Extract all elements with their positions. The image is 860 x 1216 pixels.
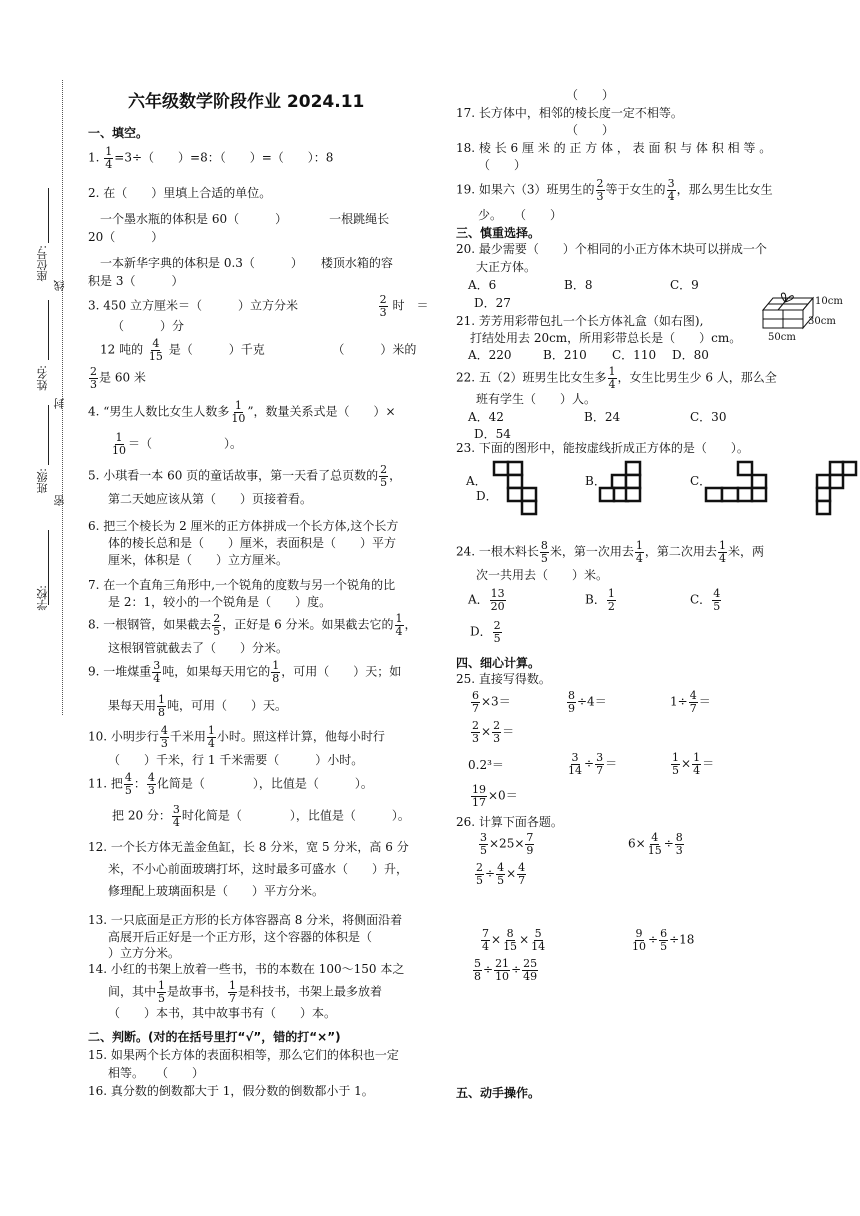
net-figure-b bbox=[598, 460, 644, 504]
calc-6: $\frac{3}{14}$ ÷ $\frac{3}{7}$ ＝ bbox=[568, 751, 618, 777]
q23-option-b: B． bbox=[585, 474, 606, 488]
name-label: 姓名: bbox=[36, 365, 49, 391]
q11-line1: 11. 把 $\frac{4}{5}$ ： $\frac{4}{3}$ 化简是（ ），比值是（ ）。 bbox=[88, 771, 373, 797]
q12-line1: 12. 一个长方体无盖金鱼缸，长 8 分米，宽 5 分米，高 6 分 bbox=[88, 840, 409, 854]
q10-line2: （ ）千米，行 1 千米需要（ ）小时。 bbox=[108, 753, 364, 767]
q15-line2: 相等。 （ ） bbox=[108, 1066, 205, 1080]
q15-line1: 15. 如果两个长方体的表面积相等，那么它们的体积也一定 bbox=[88, 1048, 399, 1062]
q23: 23. 下面的图形中，能按虚线折成正方体的是（ ）。 bbox=[456, 441, 749, 455]
box-length-label: 50cm bbox=[768, 332, 796, 343]
q21-option-a: A．220 bbox=[468, 348, 512, 362]
q1: 1. $\frac{1}{4}$ =3÷（ ）=8：（ ）=（ ）：8 bbox=[88, 145, 334, 171]
q21-option-d: D．80 bbox=[672, 348, 709, 362]
q11-line2: 把 20 分： $\frac{3}{4}$ 时化简是（ ），比值是（ ）。 bbox=[112, 803, 410, 829]
q21-option-b: B．210 bbox=[543, 348, 587, 362]
q6-line3: 厘米，体积是（ ）立方厘米。 bbox=[108, 553, 289, 567]
binding-line-char: 线 bbox=[53, 280, 66, 291]
calc-7: $\frac{1}{5}$ × $\frac{1}{4}$ ＝ bbox=[672, 751, 715, 777]
q19-line2: 少。 （ ） bbox=[478, 208, 563, 222]
q22-option-c: C．30 bbox=[690, 410, 727, 424]
binding-dense-char: 密 bbox=[53, 495, 66, 506]
binding-seal-char: 封 bbox=[53, 398, 66, 409]
seat-label: 座位号: bbox=[36, 245, 49, 282]
calc-5: 0.2³＝ bbox=[468, 758, 504, 772]
expr-2: 6× $\frac{4}{15}$ ÷ $\frac{8}{3}$ bbox=[628, 831, 683, 857]
q25: 25. 直接写得数。 bbox=[456, 672, 551, 686]
q24-line2: 次一共用去（ ）米。 bbox=[476, 568, 609, 582]
section-hands-on-title: 五、动手操作。 bbox=[456, 1086, 541, 1100]
q18-paren: （ ） bbox=[478, 158, 527, 172]
q4-line1: 4. “男生人数比女生人数多 $\frac{1}{10}$ ”，数量关系式是（ ）× bbox=[88, 399, 396, 425]
q9-line1: 9. 一堆煤重 $\frac{3}{4}$ 吨，如果每天用它的 $\frac{1}{8}$ ，可用（ ）天；如 bbox=[88, 659, 402, 685]
q16-paren: （ ） bbox=[566, 88, 615, 102]
q17: 17. 长方体中，相邻的棱长度一定不相等。 bbox=[456, 106, 683, 120]
q24-option-d: D． $\frac{2}{5}$ bbox=[470, 619, 501, 645]
school-label: 学校: bbox=[36, 585, 49, 611]
q17-paren: （ ） bbox=[566, 123, 615, 137]
page-title: 六年级数学阶段作业 2024.11 bbox=[128, 92, 365, 112]
q2-line1: 一个墨水瓶的体积是 60（ ） 一根跳绳长 bbox=[100, 212, 390, 226]
q20-line1: 20. 最少需要（ ）个相同的小正方体木块可以拼成一个 bbox=[456, 242, 767, 256]
binding-underline bbox=[48, 300, 49, 360]
q9-line2: 果每天用 $\frac{1}{8}$ 吨，可用（ ）天。 bbox=[108, 693, 288, 719]
q5-line1: 5. 小琪看一本 60 页的童话故事，第一天看了总页数的 $\frac{2}{5}$ ， bbox=[88, 463, 402, 489]
q8-line2: 这根钢管就截去了（ ）分米。 bbox=[108, 641, 289, 655]
expr-5: $\frac{9}{10}$ ÷ $\frac{6}{5}$ ÷18 bbox=[632, 927, 695, 953]
q22-option-a: A．42 bbox=[468, 410, 504, 424]
q12-line2: 米，不小心前面玻璃打坏，这时最多可盛水（ ）升， bbox=[108, 862, 409, 876]
net-figure-d bbox=[814, 460, 860, 516]
q6-line2: 体的棱长总和是（ ）厘米，表面积是（ ）平方 bbox=[108, 536, 397, 550]
calc-1: $\frac{6}{7}$ ×3＝ bbox=[472, 689, 511, 715]
q10-line1: 10. 小明步行 $\frac{4}{3}$ 千米用 $\frac{1}{4}$ 小时。照这样计算，他每小时行 bbox=[88, 724, 385, 750]
q20-option-b: B．8 bbox=[564, 278, 593, 292]
q23-option-a: A． bbox=[466, 474, 487, 488]
q18: 18. 棱 长 6 厘 米 的 正 方 体 ， 表 面 积 与 体 积 相 等 。 bbox=[456, 141, 772, 155]
calc-3: 1÷ $\frac{4}{7}$ ＝ bbox=[670, 689, 711, 715]
q22-line2: 班有学生（ ）人。 bbox=[476, 392, 597, 406]
q3-line2: （ ）分 bbox=[112, 319, 185, 333]
q7-line2: 是 2：1，较小的一个锐角是（ ）度。 bbox=[108, 595, 332, 609]
expr-3: $\frac{2}{5}$ ÷ $\frac{4}{5}$ × $\frac{4}{7}$ bbox=[476, 861, 526, 887]
calc-4: $\frac{2}{3}$ × $\frac{2}{3}$ ＝ bbox=[472, 719, 515, 745]
q2: 2. 在（ ）里填上合适的单位。 bbox=[88, 186, 272, 200]
q6-line1: 6. 把三个棱长为 2 厘米的正方体拼成一个长方体,这个长方 bbox=[88, 519, 399, 533]
q4-line2: $\frac{1}{10}$ ＝（ ）。 bbox=[112, 431, 243, 457]
box-width-label: 30cm bbox=[808, 316, 836, 327]
q19-line1: 19. 如果六（3）班男生的 $\frac{2}{3}$ 等于女生的 $\frac{3}{4}$ ，那么男生比女生 bbox=[456, 177, 773, 203]
q5-line2: 第二天她应该从第（ ）页接着看。 bbox=[108, 492, 313, 506]
q13-line1: 13. 一只底面是正方形的长方体容器高 8 分米，将侧面沿着 bbox=[88, 913, 403, 927]
q23-option-c: C． bbox=[690, 474, 712, 488]
q24-option-a: A． $\frac{13}{20}$ bbox=[468, 587, 505, 613]
box-height-label: 10cm bbox=[815, 296, 843, 307]
binding-underline bbox=[48, 188, 49, 243]
expr-1: $\frac{3}{5}$ ×25× $\frac{7}{9}$ bbox=[480, 831, 534, 857]
q24-option-c: C． $\frac{4}{5}$ bbox=[690, 587, 721, 613]
q8-line1: 8. 一根钢管，如果截去 $\frac{2}{5}$ ，正好是 6 分米。如果截去它的 $\frac{1}{4}$ ， bbox=[88, 612, 417, 638]
q21-line1: 21. 芳芳用彩带包扎一个长方体礼盒（如右图), bbox=[456, 314, 704, 328]
q26: 26. 计算下面各题。 bbox=[456, 815, 563, 829]
q24-line1: 24. 一根木料长 $\frac{8}{5}$ 米，第一次用去 $\frac{1}{4}$ ，第二次用去 $\frac{1}{4}$ 米，两 bbox=[456, 539, 764, 565]
section-calc-title: 四、细心计算。 bbox=[456, 656, 541, 670]
q13-line3: ）立方分米。 bbox=[108, 946, 181, 960]
q3-line4: $\frac{2}{3}$ 是 60 米 bbox=[90, 365, 146, 391]
q22-line1: 22. 五（2）班男生比女生多 $\frac{1}{4}$ ，女生比男生少 6 人，那么全 bbox=[456, 365, 777, 391]
net-figure-c bbox=[704, 460, 770, 504]
class-label: 班级: bbox=[36, 468, 49, 494]
q20-option-d: D．27 bbox=[474, 296, 511, 310]
q23-option-d: D． bbox=[476, 489, 498, 503]
section-fill-title: 一、填空。 bbox=[88, 126, 149, 140]
section-judge-title: 二、判断。(对的在括号里打“√”，错的打“×”) bbox=[88, 1030, 341, 1044]
q7-line1: 7. 在一个直角三角形中,一个锐角的度数与另一个锐角的比 bbox=[88, 578, 396, 592]
q2-line4: 积是 3（ ） bbox=[88, 274, 184, 288]
q20-option-c: C．9 bbox=[670, 278, 699, 292]
q14-line2: 间，其中 $\frac{1}{5}$ 是故事书， $\frac{1}{7}$ 是科技书，书架上最多放着 bbox=[108, 979, 383, 1005]
calc-2: $\frac{8}{9}$ ÷4＝ bbox=[568, 689, 607, 715]
q2-line3: 一本新华字典的体积是 0.3（ ） 楼顶水箱的容 bbox=[100, 256, 393, 270]
q14-line3: （ ）本书，其中故事书有（ ）本。 bbox=[108, 1006, 337, 1020]
q3-line3: 12 吨的 $\frac{4}{15}$ 是（ ）千克 （ ）米的 bbox=[100, 337, 417, 363]
q13-line2: 高展开后正好是一个正方形，这个容器的体积是（ bbox=[108, 930, 373, 944]
q22-option-b: B．24 bbox=[584, 410, 621, 424]
calc-8: $\frac{19}{17}$ ×0＝ bbox=[472, 783, 518, 809]
section-choose-title: 三、慎重选择。 bbox=[456, 226, 541, 240]
binding-underline bbox=[48, 405, 49, 465]
q21-option-c: C．110 bbox=[612, 348, 657, 362]
q14-line1: 14. 小红的书架上放着一些书，书的本数在 100～150 本之 bbox=[88, 962, 405, 976]
q22-option-d: D．54 bbox=[474, 427, 511, 441]
expr-4: $\frac{7}{4}$ × $\frac{8}{15}$ × $\frac{5}{14}$ bbox=[482, 927, 546, 953]
net-figure-a bbox=[490, 460, 540, 516]
q16: 16. 真分数的倒数都大于 1，假分数的倒数都小于 1。 bbox=[88, 1084, 374, 1098]
q20-option-a: A．6 bbox=[468, 278, 497, 292]
q21-line2: 打结处用去 20cm，所用彩带总长是（ ）cm。 bbox=[470, 331, 742, 345]
q2-line2: 20（ ） bbox=[88, 230, 164, 244]
expr-6: $\frac{5}{8}$ ÷ $\frac{21}{10}$ ÷ $\frac{25}{49}$ bbox=[474, 957, 538, 983]
q20-line2: 大正方体。 bbox=[476, 260, 537, 274]
q24-option-b: B． $\frac{1}{2}$ bbox=[585, 587, 615, 613]
q12-line3: 修理配上玻璃面积是（ ）平方分米。 bbox=[108, 884, 325, 898]
q3-line1: 3. 450 立方厘米＝（ ）立方分米 $\frac{2}{3}$ 时 ＝ bbox=[88, 293, 429, 319]
